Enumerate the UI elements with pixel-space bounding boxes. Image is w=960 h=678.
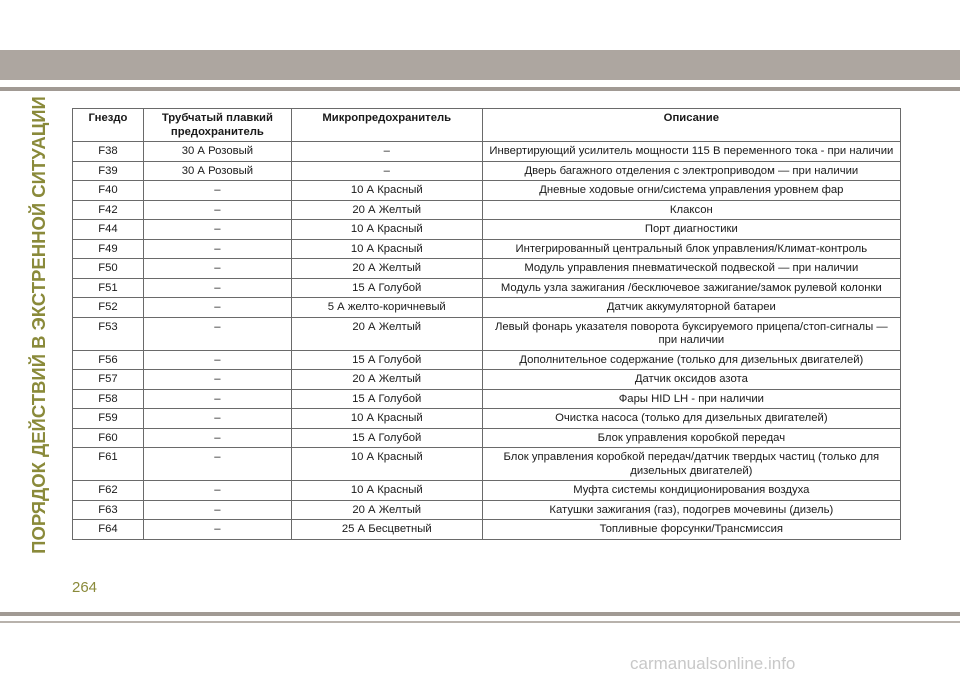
table-row [73, 298, 901, 318]
table-row [73, 200, 901, 220]
cell-description: Инвертирующий усилитель мощности 115 В переменного тока - при наличии [482, 142, 900, 162]
table-row [73, 481, 901, 501]
fuse-table [72, 108, 901, 540]
header-description: Описание [482, 109, 900, 142]
table-row [73, 520, 901, 540]
table-row [73, 239, 901, 259]
cell-cartridge-fuse: – [143, 298, 291, 318]
cell-mini-fuse: 20 А Желтый [291, 500, 482, 520]
header-mini-fuse: Микропредохранитель [291, 109, 482, 142]
table-row [73, 409, 901, 429]
cell-mini-fuse: 20 А Желтый [291, 259, 482, 279]
cell-description: Фары HID LH - при наличии [482, 389, 900, 409]
cell-mini-fuse: 15 А Голубой [291, 350, 482, 370]
cell-description: Дверь багажного отделения с электроприводом — при наличии [482, 161, 900, 181]
cell-mini-fuse: 25 А Бесцветный [291, 520, 482, 540]
cell-description: Модуль управления пневматической подвеской — при наличии [482, 259, 900, 279]
table-row [73, 389, 901, 409]
cell-cartridge-fuse: – [143, 239, 291, 259]
cell-cartridge-fuse: – [143, 200, 291, 220]
cell-mini-fuse: 5 А желто-коричневый [291, 298, 482, 318]
cell-mini-fuse: – [291, 161, 482, 181]
cell-slot: F58 [73, 389, 144, 409]
table-row [73, 181, 901, 201]
table-row [73, 259, 901, 279]
table-row [73, 161, 901, 181]
cell-slot: F52 [73, 298, 144, 318]
cell-description: Датчик аккумуляторной батареи [482, 298, 900, 318]
header-rule [0, 87, 960, 91]
cell-slot: F49 [73, 239, 144, 259]
cell-cartridge-fuse: – [143, 181, 291, 201]
cell-mini-fuse: 10 А Красный [291, 448, 482, 481]
cell-cartridge-fuse: – [143, 500, 291, 520]
cell-mini-fuse: – [291, 142, 482, 162]
cell-description: Топливные форсунки/Трансмиссия [482, 520, 900, 540]
cell-slot: F51 [73, 278, 144, 298]
cell-slot: F60 [73, 428, 144, 448]
table-row [73, 370, 901, 390]
page-number: 264 [72, 579, 98, 596]
cell-cartridge-fuse: – [143, 370, 291, 390]
cell-cartridge-fuse: – [143, 520, 291, 540]
cell-description: Блок управления коробкой передач [482, 428, 900, 448]
cell-cartridge-fuse: – [143, 278, 291, 298]
footer-rule-thin [0, 621, 960, 623]
cell-slot: F64 [73, 520, 144, 540]
section-side-title [27, 96, 51, 554]
watermark: carmanualsonline.info [630, 654, 796, 673]
cell-slot: F59 [73, 409, 144, 429]
cell-slot: F57 [73, 370, 144, 390]
cell-description: Датчик оксидов азота [482, 370, 900, 390]
table-row [73, 317, 901, 350]
cell-mini-fuse: 10 А Красный [291, 239, 482, 259]
cell-mini-fuse: 15 А Голубой [291, 428, 482, 448]
cell-cartridge-fuse: – [143, 389, 291, 409]
cell-mini-fuse: 10 А Красный [291, 409, 482, 429]
cell-description: Модуль узла зажигания /бесключевое зажигание/замок рулевой колонки [482, 278, 900, 298]
cell-mini-fuse: 10 А Красный [291, 181, 482, 201]
cell-cartridge-fuse: – [143, 259, 291, 279]
cell-slot: F61 [73, 448, 144, 481]
cell-mini-fuse: 10 А Красный [291, 220, 482, 240]
cell-cartridge-fuse: – [143, 428, 291, 448]
cell-description: Муфта системы кондиционирования воздуха [482, 481, 900, 501]
section-title-text: ПОРЯДОК ДЕЙСТВИЙ В ЭКСТРЕННОЙ СИТУАЦИИ [28, 96, 49, 554]
cell-cartridge-fuse: – [143, 409, 291, 429]
cell-description: Порт диагностики [482, 220, 900, 240]
table-row [73, 448, 901, 481]
cell-slot: F40 [73, 181, 144, 201]
cell-slot: F42 [73, 200, 144, 220]
cell-description: Интегрированный центральный блок управления/Климат-контроль [482, 239, 900, 259]
cell-cartridge-fuse: 30 А Розовый [143, 161, 291, 181]
table-row [73, 500, 901, 520]
table-row [73, 350, 901, 370]
cell-slot: F63 [73, 500, 144, 520]
cell-cartridge-fuse: – [143, 220, 291, 240]
cell-description: Блок управления коробкой передач/датчик твердых частиц (только для дизельных двигателей) [482, 448, 900, 481]
table-row [73, 220, 901, 240]
cell-cartridge-fuse: – [143, 481, 291, 501]
header-cartridge-fuse: Трубчатый плавкий предохранитель [143, 109, 291, 142]
table-row [73, 428, 901, 448]
cell-cartridge-fuse: – [143, 448, 291, 481]
cell-cartridge-fuse: – [143, 350, 291, 370]
cell-slot: F53 [73, 317, 144, 350]
table-header-row [73, 109, 901, 142]
cell-mini-fuse: 10 А Красный [291, 481, 482, 501]
table-row [73, 142, 901, 162]
table-row [73, 278, 901, 298]
header-slot: Гнездо [73, 109, 144, 142]
cell-description: Дополнительное содержание (только для дизельных двигателей) [482, 350, 900, 370]
cell-mini-fuse: 15 А Голубой [291, 278, 482, 298]
cell-mini-fuse: 15 А Голубой [291, 389, 482, 409]
cell-cartridge-fuse: 30 А Розовый [143, 142, 291, 162]
cell-mini-fuse: 20 А Желтый [291, 200, 482, 220]
cell-description: Катушки зажигания (газ), подогрев мочевины (дизель) [482, 500, 900, 520]
cell-mini-fuse: 20 А Желтый [291, 317, 482, 350]
cell-description: Дневные ходовые огни/система управления уровнем фар [482, 181, 900, 201]
cell-mini-fuse: 20 А Желтый [291, 370, 482, 390]
cell-description: Клаксон [482, 200, 900, 220]
cell-description: Очистка насоса (только для дизельных двигателей) [482, 409, 900, 429]
cell-slot: F44 [73, 220, 144, 240]
cell-slot: F62 [73, 481, 144, 501]
cell-slot: F39 [73, 161, 144, 181]
cell-description: Левый фонарь указателя поворота буксируемого прицепа/стоп-сигналы — при наличии [482, 317, 900, 350]
cell-slot: F38 [73, 142, 144, 162]
cell-slot: F50 [73, 259, 144, 279]
header-band [0, 50, 960, 80]
cell-slot: F56 [73, 350, 144, 370]
cell-cartridge-fuse: – [143, 317, 291, 350]
footer-rule [0, 612, 960, 616]
